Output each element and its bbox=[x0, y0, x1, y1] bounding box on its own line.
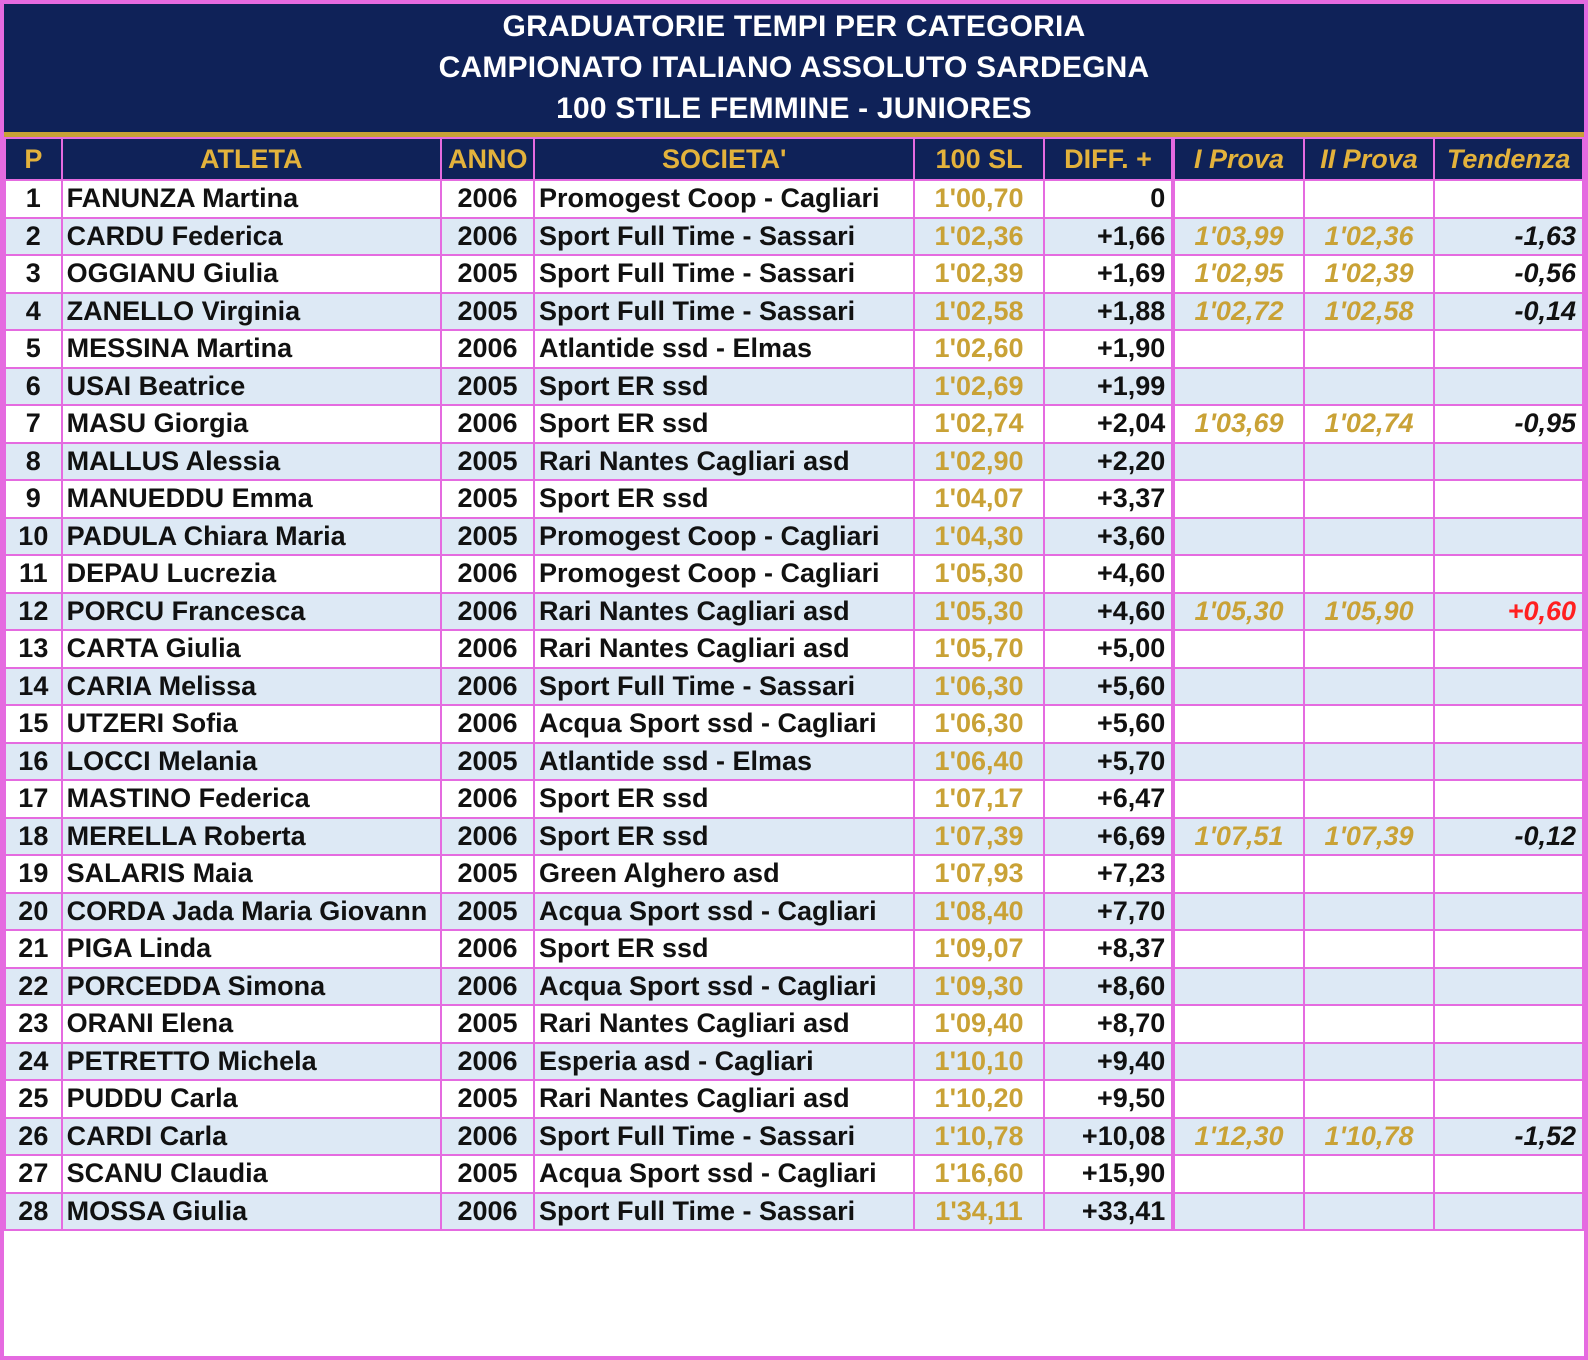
athlete-cell: PETRETTO Michela bbox=[62, 1043, 441, 1081]
table-row bbox=[5, 443, 1583, 481]
table-row bbox=[5, 255, 1583, 293]
trial1-cell bbox=[1173, 1005, 1303, 1043]
position-cell: 14 bbox=[5, 668, 62, 706]
trial2-cell bbox=[1304, 743, 1434, 781]
title-banner bbox=[4, 4, 1584, 132]
trial2-cell bbox=[1304, 855, 1434, 893]
trial1-cell bbox=[1173, 705, 1303, 743]
time-cell: 1'16,60 bbox=[914, 1155, 1043, 1193]
diff-cell: +33,41 bbox=[1044, 1193, 1173, 1231]
diff-cell: +2,04 bbox=[1044, 405, 1173, 443]
trial2-cell bbox=[1304, 1193, 1434, 1231]
athlete-cell: MASTINO Federica bbox=[62, 780, 441, 818]
time-cell: 1'05,70 bbox=[914, 630, 1043, 668]
athlete-cell: ORANI Elena bbox=[62, 1005, 441, 1043]
table-row bbox=[5, 518, 1583, 556]
position-cell: 2 bbox=[5, 218, 62, 256]
table-row bbox=[5, 930, 1583, 968]
time-cell: 1'10,10 bbox=[914, 1043, 1043, 1081]
club-cell: Sport Full Time - Sassari bbox=[534, 218, 914, 256]
col-header-pos: P bbox=[5, 138, 62, 180]
table-row bbox=[5, 855, 1583, 893]
col-header-year: ANNO bbox=[441, 138, 534, 180]
athlete-cell: ZANELLO Virginia bbox=[62, 293, 441, 331]
diff-cell: +5,60 bbox=[1044, 705, 1173, 743]
table-row bbox=[5, 630, 1583, 668]
athlete-cell: PORCU Francesca bbox=[62, 593, 441, 631]
trial2-cell: 1'02,58 bbox=[1304, 293, 1434, 331]
trend-cell bbox=[1434, 555, 1583, 593]
diff-cell: +1,88 bbox=[1044, 293, 1173, 331]
time-cell: 1'10,20 bbox=[914, 1080, 1043, 1118]
trend-cell bbox=[1434, 1005, 1583, 1043]
diff-cell: +6,69 bbox=[1044, 818, 1173, 856]
table-row bbox=[5, 405, 1583, 443]
trial2-cell bbox=[1304, 668, 1434, 706]
time-cell: 1'02,39 bbox=[914, 255, 1043, 293]
year-cell: 2005 bbox=[441, 293, 534, 331]
athlete-cell: CARDU Federica bbox=[62, 218, 441, 256]
trend-cell bbox=[1434, 780, 1583, 818]
trial2-cell bbox=[1304, 1043, 1434, 1081]
trial2-cell bbox=[1304, 630, 1434, 668]
year-cell: 2006 bbox=[441, 555, 534, 593]
trial2-cell: 1'05,90 bbox=[1304, 593, 1434, 631]
time-cell: 1'07,93 bbox=[914, 855, 1043, 893]
time-cell: 1'04,07 bbox=[914, 480, 1043, 518]
year-cell: 2005 bbox=[441, 518, 534, 556]
table-row bbox=[5, 1193, 1583, 1231]
position-cell: 13 bbox=[5, 630, 62, 668]
trend-cell bbox=[1434, 630, 1583, 668]
time-cell: 1'02,36 bbox=[914, 218, 1043, 256]
diff-cell: +8,37 bbox=[1044, 930, 1173, 968]
position-cell: 8 bbox=[5, 443, 62, 481]
trend-cell bbox=[1434, 443, 1583, 481]
year-cell: 2005 bbox=[441, 1005, 534, 1043]
trial1-cell: 1'07,51 bbox=[1173, 818, 1303, 856]
athlete-cell: UTZERI Sofia bbox=[62, 705, 441, 743]
time-cell: 1'05,30 bbox=[914, 555, 1043, 593]
table-row bbox=[5, 593, 1583, 631]
position-cell: 4 bbox=[5, 293, 62, 331]
trial2-cell bbox=[1304, 930, 1434, 968]
athlete-cell: FANUNZA Martina bbox=[62, 180, 441, 218]
time-cell: 1'06,30 bbox=[914, 705, 1043, 743]
trial1-cell bbox=[1173, 968, 1303, 1006]
col-header-club: SOCIETA' bbox=[534, 138, 914, 180]
trial1-cell bbox=[1173, 480, 1303, 518]
club-cell: Rari Nantes Cagliari asd bbox=[534, 630, 914, 668]
year-cell: 2006 bbox=[441, 593, 534, 631]
athlete-cell: MASU Giorgia bbox=[62, 405, 441, 443]
trend-cell: -0,95 bbox=[1434, 405, 1583, 443]
title-line-2: CAMPIONATO ITALIANO ASSOLUTO SARDEGNA bbox=[438, 51, 1150, 84]
diff-cell: +1,69 bbox=[1044, 255, 1173, 293]
table-row bbox=[5, 1043, 1583, 1081]
table-row bbox=[5, 368, 1583, 406]
position-cell: 27 bbox=[5, 1155, 62, 1193]
table-row bbox=[5, 480, 1583, 518]
col-header-time: 100 SL bbox=[914, 138, 1043, 180]
trial1-cell bbox=[1173, 893, 1303, 931]
diff-cell: +10,08 bbox=[1044, 1118, 1173, 1156]
position-cell: 20 bbox=[5, 893, 62, 931]
table-row bbox=[5, 180, 1583, 218]
trial2-cell: 1'07,39 bbox=[1304, 818, 1434, 856]
diff-cell: +1,99 bbox=[1044, 368, 1173, 406]
trial2-cell bbox=[1304, 555, 1434, 593]
table-row bbox=[5, 893, 1583, 931]
diff-cell: +8,60 bbox=[1044, 968, 1173, 1006]
diff-cell: +7,70 bbox=[1044, 893, 1173, 931]
trend-cell bbox=[1434, 668, 1583, 706]
trial1-cell bbox=[1173, 1080, 1303, 1118]
position-cell: 24 bbox=[5, 1043, 62, 1081]
trial2-cell bbox=[1304, 780, 1434, 818]
club-cell: Sport ER ssd bbox=[534, 368, 914, 406]
col-header-diff: DIFF. + bbox=[1044, 138, 1173, 180]
trial2-cell bbox=[1304, 968, 1434, 1006]
athlete-cell: SCANU Claudia bbox=[62, 1155, 441, 1193]
trial1-cell bbox=[1173, 630, 1303, 668]
athlete-cell: LOCCI Melania bbox=[62, 743, 441, 781]
position-cell: 22 bbox=[5, 968, 62, 1006]
trend-cell: -0,12 bbox=[1434, 818, 1583, 856]
trial2-cell: 1'02,74 bbox=[1304, 405, 1434, 443]
club-cell: Promogest Coop - Cagliari bbox=[534, 518, 914, 556]
athlete-cell: DEPAU Lucrezia bbox=[62, 555, 441, 593]
athlete-cell: PORCEDDA Simona bbox=[62, 968, 441, 1006]
diff-cell: +4,60 bbox=[1044, 593, 1173, 631]
trial2-cell: 1'10,78 bbox=[1304, 1118, 1434, 1156]
trial1-cell: 1'03,99 bbox=[1173, 218, 1303, 256]
title-line-3: 100 STILE FEMMINE - JUNIORES bbox=[556, 92, 1032, 125]
athlete-cell: PIGA Linda bbox=[62, 930, 441, 968]
time-cell: 1'07,17 bbox=[914, 780, 1043, 818]
year-cell: 2006 bbox=[441, 1043, 534, 1081]
trial1-cell bbox=[1173, 443, 1303, 481]
athlete-cell: PUDDU Carla bbox=[62, 1080, 441, 1118]
trend-cell bbox=[1434, 930, 1583, 968]
trial1-cell: 1'05,30 bbox=[1173, 593, 1303, 631]
trial1-cell bbox=[1173, 330, 1303, 368]
time-cell: 1'05,30 bbox=[914, 593, 1043, 631]
club-cell: Esperia asd - Cagliari bbox=[534, 1043, 914, 1081]
trial2-cell bbox=[1304, 518, 1434, 556]
athlete-cell: MALLUS Alessia bbox=[62, 443, 441, 481]
club-cell: Acqua Sport ssd - Cagliari bbox=[534, 893, 914, 931]
trial1-cell bbox=[1173, 518, 1303, 556]
year-cell: 2006 bbox=[441, 1193, 534, 1231]
table-row bbox=[5, 780, 1583, 818]
trial1-cell bbox=[1173, 180, 1303, 218]
club-cell: Promogest Coop - Cagliari bbox=[534, 555, 914, 593]
club-cell: Sport ER ssd bbox=[534, 930, 914, 968]
diff-cell: +6,47 bbox=[1044, 780, 1173, 818]
club-cell: Rari Nantes Cagliari asd bbox=[534, 443, 914, 481]
club-cell: Green Alghero asd bbox=[534, 855, 914, 893]
time-cell: 1'02,69 bbox=[914, 368, 1043, 406]
table-row bbox=[5, 743, 1583, 781]
position-cell: 18 bbox=[5, 818, 62, 856]
year-cell: 2005 bbox=[441, 855, 534, 893]
trial1-cell bbox=[1173, 668, 1303, 706]
trial1-cell bbox=[1173, 743, 1303, 781]
diff-cell: 0 bbox=[1044, 180, 1173, 218]
year-cell: 2006 bbox=[441, 705, 534, 743]
trial2-cell bbox=[1304, 705, 1434, 743]
club-cell: Sport ER ssd bbox=[534, 780, 914, 818]
trial2-cell: 1'02,36 bbox=[1304, 218, 1434, 256]
trial2-cell bbox=[1304, 893, 1434, 931]
athlete-cell: MOSSA Giulia bbox=[62, 1193, 441, 1231]
col-header-trial2: II Prova bbox=[1304, 138, 1434, 180]
diff-cell: +7,23 bbox=[1044, 855, 1173, 893]
athlete-cell: OGGIANU Giulia bbox=[62, 255, 441, 293]
diff-cell: +5,00 bbox=[1044, 630, 1173, 668]
table-row bbox=[5, 1118, 1583, 1156]
year-cell: 2006 bbox=[441, 780, 534, 818]
table-row bbox=[5, 818, 1583, 856]
trend-cell: +0,60 bbox=[1434, 593, 1583, 631]
trend-cell bbox=[1434, 518, 1583, 556]
club-cell: Acqua Sport ssd - Cagliari bbox=[534, 705, 914, 743]
trend-cell bbox=[1434, 968, 1583, 1006]
trend-cell bbox=[1434, 855, 1583, 893]
position-cell: 7 bbox=[5, 405, 62, 443]
diff-cell: +1,66 bbox=[1044, 218, 1173, 256]
trend-cell bbox=[1434, 180, 1583, 218]
year-cell: 2006 bbox=[441, 668, 534, 706]
position-cell: 23 bbox=[5, 1005, 62, 1043]
trial1-cell bbox=[1173, 555, 1303, 593]
year-cell: 2005 bbox=[441, 1155, 534, 1193]
year-cell: 2005 bbox=[441, 480, 534, 518]
time-cell: 1'09,07 bbox=[914, 930, 1043, 968]
trend-cell bbox=[1434, 1155, 1583, 1193]
table-row bbox=[5, 705, 1583, 743]
diff-cell: +5,60 bbox=[1044, 668, 1173, 706]
trend-cell bbox=[1434, 893, 1583, 931]
club-cell: Acqua Sport ssd - Cagliari bbox=[534, 968, 914, 1006]
table-row bbox=[5, 330, 1583, 368]
time-cell: 1'34,11 bbox=[914, 1193, 1043, 1231]
position-cell: 16 bbox=[5, 743, 62, 781]
athlete-cell: PADULA Chiara Maria bbox=[62, 518, 441, 556]
trial1-cell: 1'03,69 bbox=[1173, 405, 1303, 443]
position-cell: 9 bbox=[5, 480, 62, 518]
club-cell: Sport Full Time - Sassari bbox=[534, 1118, 914, 1156]
club-cell: Sport Full Time - Sassari bbox=[534, 668, 914, 706]
trial2-cell bbox=[1304, 443, 1434, 481]
position-cell: 15 bbox=[5, 705, 62, 743]
col-header-athlete: ATLETA bbox=[62, 138, 441, 180]
year-cell: 2005 bbox=[441, 443, 534, 481]
table-row bbox=[5, 293, 1583, 331]
athlete-cell: MANUEDDU Emma bbox=[62, 480, 441, 518]
diff-cell: +2,20 bbox=[1044, 443, 1173, 481]
position-cell: 25 bbox=[5, 1080, 62, 1118]
athlete-cell: USAI Beatrice bbox=[62, 368, 441, 406]
year-cell: 2005 bbox=[441, 255, 534, 293]
year-cell: 2006 bbox=[441, 405, 534, 443]
club-cell: Acqua Sport ssd - Cagliari bbox=[534, 1155, 914, 1193]
trial1-cell bbox=[1173, 780, 1303, 818]
table-row bbox=[5, 555, 1583, 593]
trend-cell bbox=[1434, 1043, 1583, 1081]
trial2-cell bbox=[1304, 368, 1434, 406]
diff-cell: +3,37 bbox=[1044, 480, 1173, 518]
year-cell: 2006 bbox=[441, 330, 534, 368]
athlete-cell: CARDI Carla bbox=[62, 1118, 441, 1156]
table-row bbox=[5, 968, 1583, 1006]
athlete-cell: CARIA Melissa bbox=[62, 668, 441, 706]
position-cell: 28 bbox=[5, 1193, 62, 1231]
club-cell: Sport ER ssd bbox=[534, 818, 914, 856]
year-cell: 2005 bbox=[441, 743, 534, 781]
year-cell: 2005 bbox=[441, 368, 534, 406]
club-cell: Promogest Coop - Cagliari bbox=[534, 180, 914, 218]
trial2-cell bbox=[1304, 330, 1434, 368]
trial2-cell bbox=[1304, 480, 1434, 518]
trial1-cell bbox=[1173, 1155, 1303, 1193]
time-cell: 1'02,60 bbox=[914, 330, 1043, 368]
position-cell: 26 bbox=[5, 1118, 62, 1156]
club-cell: Sport Full Time - Sassari bbox=[534, 1193, 914, 1231]
col-header-trial1: I Prova bbox=[1173, 138, 1303, 180]
time-cell: 1'02,74 bbox=[914, 405, 1043, 443]
position-cell: 12 bbox=[5, 593, 62, 631]
table-row bbox=[5, 218, 1583, 256]
trial2-cell bbox=[1304, 1080, 1434, 1118]
time-cell: 1'04,30 bbox=[914, 518, 1043, 556]
trial1-cell: 1'02,95 bbox=[1173, 255, 1303, 293]
trend-cell: -0,14 bbox=[1434, 293, 1583, 331]
col-header-trend: Tendenza bbox=[1434, 138, 1583, 180]
athlete-cell: MESSINA Martina bbox=[62, 330, 441, 368]
diff-cell: +9,40 bbox=[1044, 1043, 1173, 1081]
time-cell: 1'08,40 bbox=[914, 893, 1043, 931]
trial1-cell bbox=[1173, 1043, 1303, 1081]
trial1-cell bbox=[1173, 855, 1303, 893]
club-cell: Atlantide ssd - Elmas bbox=[534, 330, 914, 368]
athlete-cell: MERELLA Roberta bbox=[62, 818, 441, 856]
table-row bbox=[5, 1080, 1583, 1118]
time-cell: 1'09,40 bbox=[914, 1005, 1043, 1043]
athlete-cell: CORDA Jada Maria Giovann bbox=[62, 893, 441, 931]
club-cell: Sport Full Time - Sassari bbox=[534, 255, 914, 293]
diff-cell: +15,90 bbox=[1044, 1155, 1173, 1193]
year-cell: 2006 bbox=[441, 968, 534, 1006]
position-cell: 17 bbox=[5, 780, 62, 818]
year-cell: 2006 bbox=[441, 818, 534, 856]
table-row bbox=[5, 1155, 1583, 1193]
time-cell: 1'06,30 bbox=[914, 668, 1043, 706]
position-cell: 21 bbox=[5, 930, 62, 968]
trial1-cell bbox=[1173, 368, 1303, 406]
diff-cell: +4,60 bbox=[1044, 555, 1173, 593]
time-cell: 1'00,70 bbox=[914, 180, 1043, 218]
ranking-rows bbox=[5, 180, 1583, 1230]
position-cell: 11 bbox=[5, 555, 62, 593]
trend-cell: -1,52 bbox=[1434, 1118, 1583, 1156]
trend-cell bbox=[1434, 368, 1583, 406]
trend-cell bbox=[1434, 743, 1583, 781]
time-cell: 1'09,30 bbox=[914, 968, 1043, 1006]
column-header-row bbox=[5, 138, 1583, 180]
trend-cell bbox=[1434, 1080, 1583, 1118]
year-cell: 2006 bbox=[441, 930, 534, 968]
trend-cell: -0,56 bbox=[1434, 255, 1583, 293]
trial1-cell: 1'12,30 bbox=[1173, 1118, 1303, 1156]
year-cell: 2005 bbox=[441, 893, 534, 931]
time-cell: 1'06,40 bbox=[914, 743, 1043, 781]
title-line-1: GRADUATORIE TEMPI PER CATEGORIA bbox=[502, 10, 1086, 43]
club-cell: Sport ER ssd bbox=[534, 405, 914, 443]
year-cell: 2006 bbox=[441, 218, 534, 256]
table-row bbox=[5, 1005, 1583, 1043]
club-cell: Sport Full Time - Sassari bbox=[534, 293, 914, 331]
diff-cell: +3,60 bbox=[1044, 518, 1173, 556]
trend-cell bbox=[1434, 705, 1583, 743]
year-cell: 2006 bbox=[441, 180, 534, 218]
diff-cell: +1,90 bbox=[1044, 330, 1173, 368]
position-cell: 10 bbox=[5, 518, 62, 556]
athlete-cell: SALARIS Maia bbox=[62, 855, 441, 893]
time-cell: 1'10,78 bbox=[914, 1118, 1043, 1156]
year-cell: 2005 bbox=[441, 1080, 534, 1118]
table-row bbox=[5, 668, 1583, 706]
time-cell: 1'02,90 bbox=[914, 443, 1043, 481]
time-cell: 1'02,58 bbox=[914, 293, 1043, 331]
club-cell: Atlantide ssd - Elmas bbox=[534, 743, 914, 781]
trial1-cell bbox=[1173, 930, 1303, 968]
club-cell: Sport ER ssd bbox=[534, 480, 914, 518]
club-cell: Rari Nantes Cagliari asd bbox=[534, 1005, 914, 1043]
diff-cell: +9,50 bbox=[1044, 1080, 1173, 1118]
trial1-cell bbox=[1173, 1193, 1303, 1231]
year-cell: 2006 bbox=[441, 1118, 534, 1156]
trial2-cell bbox=[1304, 1155, 1434, 1193]
position-cell: 5 bbox=[5, 330, 62, 368]
ranking-table bbox=[4, 137, 1584, 1231]
trend-cell bbox=[1434, 1193, 1583, 1231]
trend-cell: -1,63 bbox=[1434, 218, 1583, 256]
position-cell: 19 bbox=[5, 855, 62, 893]
position-cell: 1 bbox=[5, 180, 62, 218]
club-cell: Rari Nantes Cagliari asd bbox=[534, 593, 914, 631]
diff-cell: +5,70 bbox=[1044, 743, 1173, 781]
position-cell: 6 bbox=[5, 368, 62, 406]
trial1-cell: 1'02,72 bbox=[1173, 293, 1303, 331]
position-cell: 3 bbox=[5, 255, 62, 293]
trend-cell bbox=[1434, 330, 1583, 368]
trend-cell bbox=[1434, 480, 1583, 518]
year-cell: 2006 bbox=[441, 630, 534, 668]
athlete-cell: CARTA Giulia bbox=[62, 630, 441, 668]
diff-cell: +8,70 bbox=[1044, 1005, 1173, 1043]
trial2-cell bbox=[1304, 1005, 1434, 1043]
club-cell: Rari Nantes Cagliari asd bbox=[534, 1080, 914, 1118]
trial2-cell bbox=[1304, 180, 1434, 218]
trial2-cell: 1'02,39 bbox=[1304, 255, 1434, 293]
time-cell: 1'07,39 bbox=[914, 818, 1043, 856]
